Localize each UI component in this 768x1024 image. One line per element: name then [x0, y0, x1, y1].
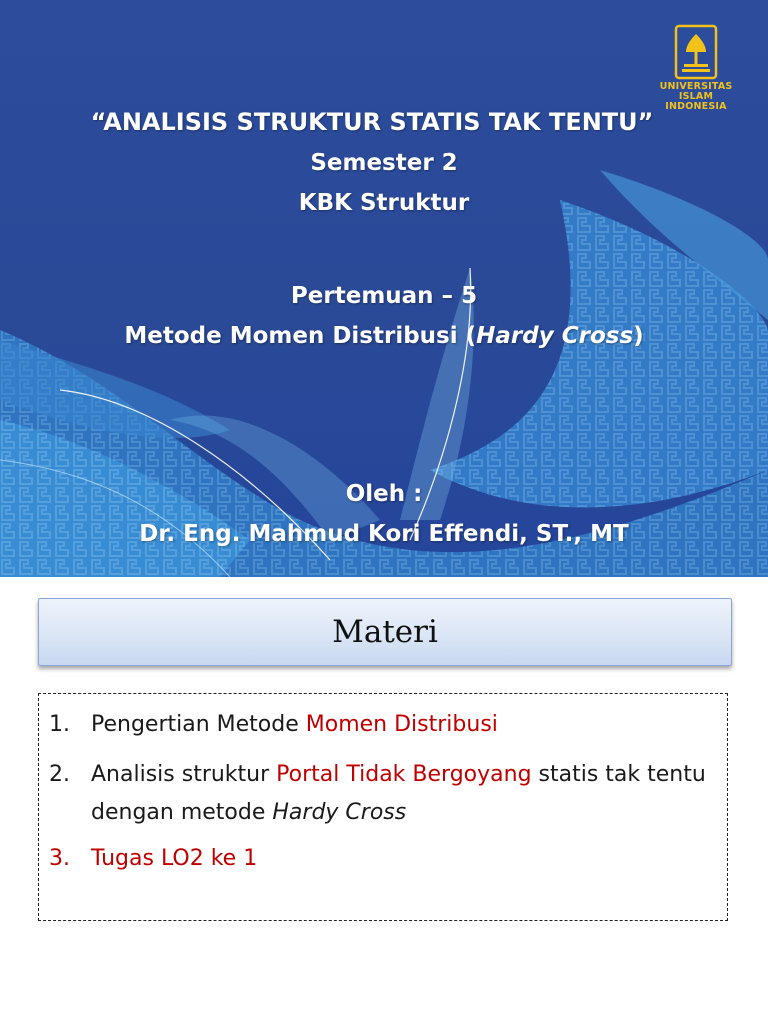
- materi-list: [38, 693, 728, 921]
- author-name: Dr. Eng. Mahmud Kori Effendi, ST., MT: [139, 521, 629, 547]
- meeting-label: Pertemuan – 5: [290, 283, 478, 309]
- university-emblem-icon: [674, 24, 718, 80]
- semester-label: Semester 2: [310, 150, 458, 176]
- method-title: [0, 323, 768, 349]
- item-highlight: Momen Distribusi: [305, 712, 498, 737]
- item-text: Analisis struktur: [91, 762, 277, 787]
- method-italic: Hardy Cross: [476, 323, 634, 349]
- materi-heading-box: [38, 598, 732, 666]
- by-label: Oleh :: [345, 481, 423, 507]
- item-text-continued: statis tak tentu dengan metode: [91, 762, 706, 825]
- logo-line-1: UNIVERSITAS: [659, 81, 733, 92]
- list-item: [49, 840, 721, 878]
- university-logo: [654, 24, 738, 112]
- list-item: [49, 706, 721, 744]
- method-suffix: ): [633, 323, 644, 349]
- list-number: 1.: [49, 712, 70, 737]
- materi-heading: Materi: [332, 614, 438, 650]
- item-text: Pengertian Metode: [91, 712, 306, 737]
- materi-slide: [0, 577, 768, 1024]
- method-prefix: Metode Momen Distribusi (: [124, 323, 477, 349]
- item-italic: Hardy Cross: [272, 800, 407, 825]
- logo-line-3: INDONESIA: [665, 101, 727, 112]
- kbk-label: KBK Struktur: [298, 190, 470, 216]
- course-title: “ANALISIS STRUKTUR STATIS TAK TENTU”: [90, 108, 654, 136]
- list-number: 2.: [49, 762, 70, 787]
- list-number: 3.: [49, 846, 70, 871]
- logo-line-2: ISLAM: [678, 91, 714, 102]
- list-item: [49, 756, 721, 832]
- item-highlight: Portal Tidak Bergoyang: [276, 762, 532, 787]
- item-highlight: Tugas LO2 ke 1: [91, 846, 258, 871]
